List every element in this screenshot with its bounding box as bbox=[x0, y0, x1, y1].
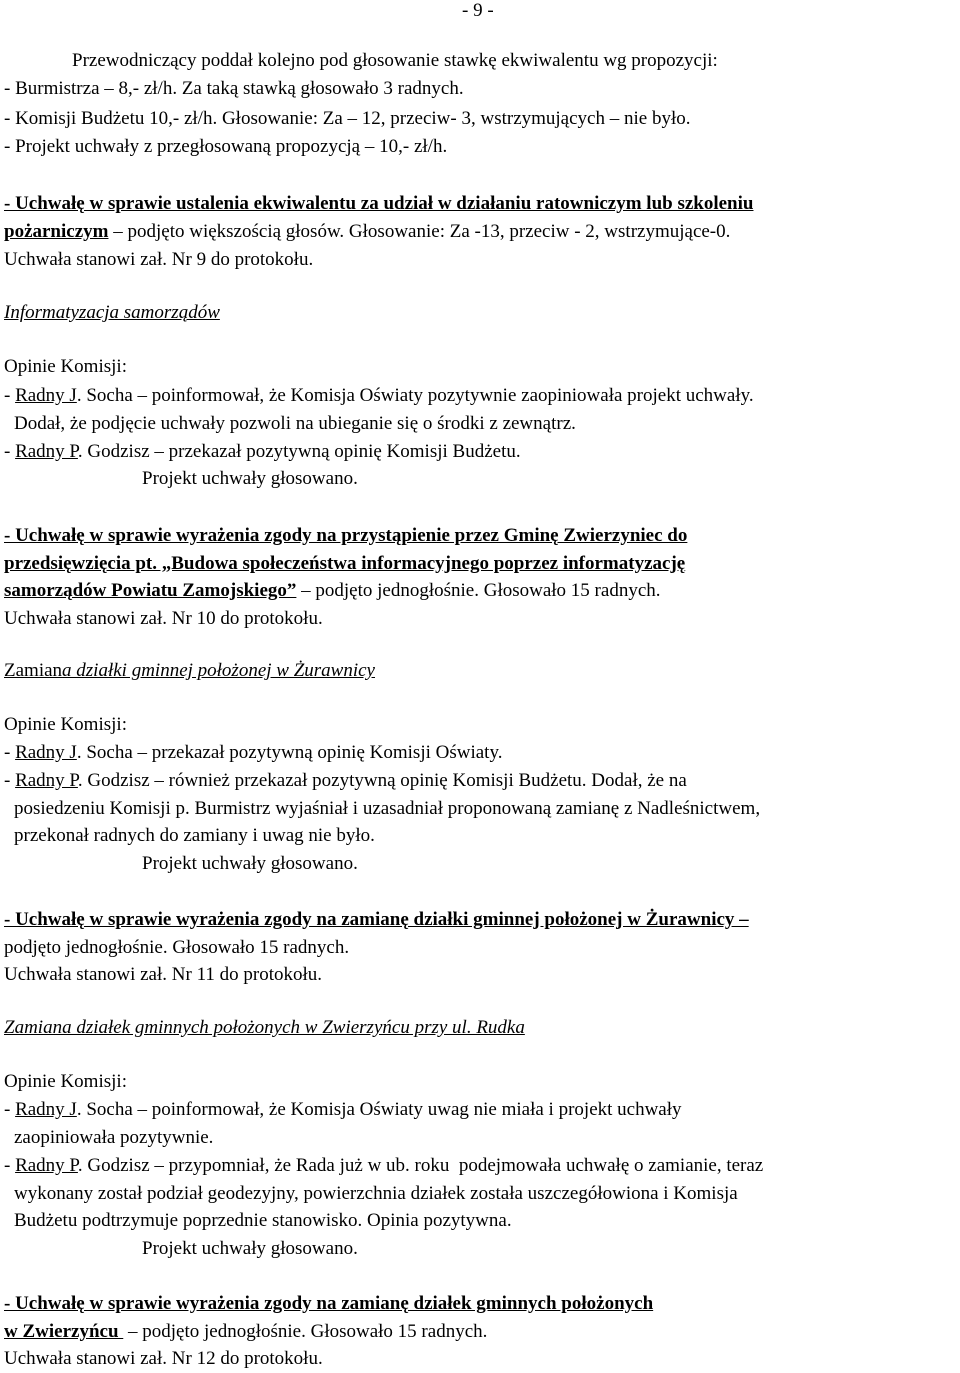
resolution-title: przedsięwzięcia pt. „Budowa społeczeństwa informacyjnego poprzez informatyzację bbox=[4, 553, 686, 574]
voted-note: Projekt uchwały głosowano. bbox=[142, 1238, 358, 1259]
resolution-title-end: pożarniczym bbox=[4, 221, 109, 242]
opinion-text: . Godzisz – przekazał pozytywną opinię Komisji Budżetu. bbox=[77, 441, 521, 462]
resolution-title: - Uchwałę w sprawie wyrażenia zgody na zamianę działki gminnej położonej w Żurawnicy – bbox=[4, 909, 749, 930]
opinion-line bbox=[4, 770, 687, 792]
resolution-line bbox=[4, 580, 661, 602]
voted-note: Projekt uchwały głosowano. bbox=[142, 468, 358, 489]
intro-line: - Projekt uchwały z przegłosowaną propozycją – 10,- zł/h. bbox=[4, 136, 448, 157]
councillor-name: Radny P bbox=[15, 770, 78, 791]
resolution-vote: – podjęto większością głosów. Głosowanie: Za -13, przeciw - 2, wstrzymujące-0. bbox=[108, 221, 731, 242]
resolution-title: - Uchwałę w sprawie wyrażenia zgody na przystąpienie przez Gminę Zwierzyniec do bbox=[4, 525, 688, 546]
section-heading bbox=[4, 660, 375, 682]
resolution-attachment: Uchwała stanowi zał. Nr 10 do protokołu. bbox=[4, 608, 323, 629]
resolution-attachment: Uchwała stanowi zał. Nr 12 do protokołu. bbox=[4, 1348, 323, 1369]
councillor-name: Radny J bbox=[15, 385, 77, 406]
councillor-name: Radny P bbox=[15, 441, 78, 462]
dash: - bbox=[4, 742, 16, 763]
dash: - bbox=[4, 1155, 16, 1176]
intro-line: - Komisji Budżetu 10,- zł/h. Głosowanie: Za – 12, przeciw- 3, wstrzymujących – nie było. bbox=[4, 108, 691, 129]
resolution-title: - Uchwałę w sprawie ustalenia ekwiwalentu za udział w działaniu ratowniczym lub szkoleniu bbox=[4, 193, 754, 214]
dash: - bbox=[4, 441, 16, 462]
resolution-line bbox=[4, 1321, 487, 1343]
resolution-attachment: Uchwała stanowi zał. Nr 11 do protokołu. bbox=[4, 964, 322, 985]
opinion-line bbox=[4, 385, 754, 407]
opinion-continuation: Dodał, że podjęcie uchwały pozwoli na ubieganie się o środki z zewnątrz. bbox=[14, 413, 576, 434]
resolution-title-end: samorządów Powiatu Zamojskiego” bbox=[4, 580, 297, 601]
opinion-line bbox=[4, 1155, 763, 1177]
dash: - bbox=[4, 770, 16, 791]
heading-part: a działki gminnej położonej w Żurawnicy bbox=[62, 660, 375, 681]
section-heading: Informatyzacja samorządów bbox=[4, 302, 220, 323]
resolution-vote: podjęto jednogłośnie. Głosowało 15 radnych. bbox=[4, 937, 350, 958]
opinion-continuation: posiedzeniu Komisji p. Burmistrz wyjaśniał i uzasadniał proponowaną zamianę z Nadleśnictwem, bbox=[14, 798, 761, 819]
resolution-title-end: w Zwierzyńcu bbox=[4, 1321, 124, 1342]
voted-note: Projekt uchwały głosowano. bbox=[142, 853, 358, 874]
opinion-text: . Socha – poinformował, że Komisja Oświaty uwag nie miała i projekt uchwały bbox=[76, 1099, 682, 1120]
opinion-text: . Socha – przekazał pozytywną opinię Komisji Oświaty. bbox=[76, 742, 503, 763]
opinion-continuation: Budżetu podtrzymuje poprzednie stanowisko. Opinia pozytywna. bbox=[14, 1210, 512, 1231]
resolution-line bbox=[4, 221, 730, 243]
opinion-line bbox=[4, 1099, 682, 1121]
councillor-name: Radny J bbox=[15, 742, 77, 763]
opinion-line bbox=[4, 441, 521, 463]
opinion-text: . Socha – poinformował, że Komisja Oświaty pozytywnie zaopiniowała projekt uchwały. bbox=[76, 385, 754, 406]
resolution-vote: – podjęto jednogłośnie. Głosowało 15 radnych. bbox=[123, 1321, 488, 1342]
opinions-label: Opinie Komisji: bbox=[4, 1071, 127, 1092]
resolution-attachment: Uchwała stanowi zał. Nr 9 do protokołu. bbox=[4, 249, 314, 270]
page-number: - 9 - bbox=[462, 0, 494, 21]
heading-part: Zamian bbox=[4, 660, 63, 681]
dash: - bbox=[4, 385, 16, 406]
section-heading: Zamiana działek gminnych położonych w Zwierzyńcu przy ul. Rudka bbox=[4, 1017, 525, 1038]
intro-line: Przewodniczący poddał kolejno pod głosowanie stawkę ekwiwalentu wg propozycji: bbox=[72, 50, 718, 71]
opinion-text: . Godzisz – przypomniał, że Rada już w ub. roku podejmowała uchwałę o zamianie, teraz bbox=[77, 1155, 764, 1176]
opinion-continuation: zaopiniowała pozytywnie. bbox=[14, 1127, 214, 1148]
resolution-title: - Uchwałę w sprawie wyrażenia zgody na zamianę działek gminnych położonych bbox=[4, 1293, 654, 1314]
dash: - bbox=[4, 1099, 16, 1120]
opinion-continuation: wykonany został podział geodezyjny, powierzchnia działek została uszczegółowiona i Komisja bbox=[14, 1183, 738, 1204]
opinion-line bbox=[4, 742, 502, 764]
councillor-name: Radny J bbox=[15, 1099, 77, 1120]
opinion-text: . Godzisz – również przekazał pozytywną opinię Komisji Budżetu. Dodał, że na bbox=[77, 770, 687, 791]
opinion-continuation: przekonał radnych do zamiany i uwag nie było. bbox=[14, 825, 375, 846]
opinions-label: Opinie Komisji: bbox=[4, 356, 127, 377]
opinions-label: Opinie Komisji: bbox=[4, 714, 127, 735]
resolution-vote: – podjęto jednogłośnie. Głosowało 15 radnych. bbox=[296, 580, 661, 601]
councillor-name: Radny P bbox=[15, 1155, 78, 1176]
intro-line: - Burmistrza – 8,- zł/h. Za taką stawką głosowało 3 radnych. bbox=[4, 78, 464, 99]
